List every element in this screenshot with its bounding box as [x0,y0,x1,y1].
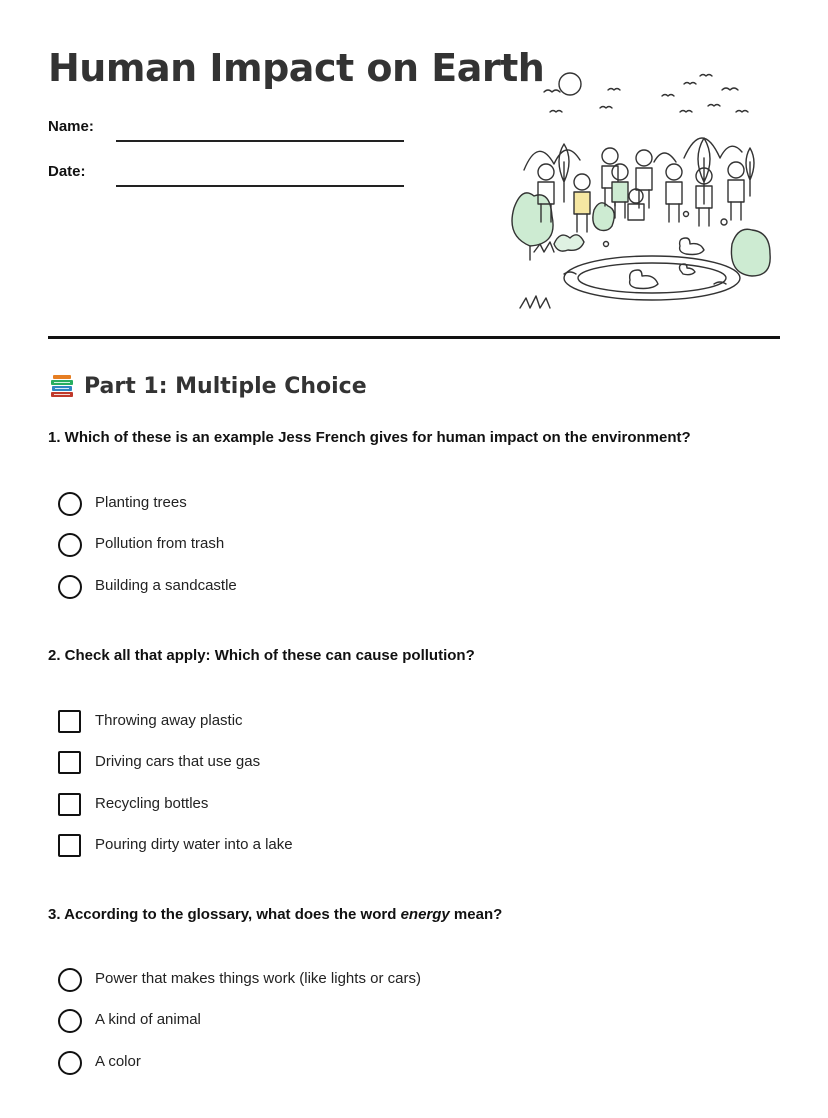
question-2: 2. Check all that apply: Which of these can cause pollution? [48,647,475,664]
question-3-text-after: mean? [449,906,503,923]
option-label: Driving cars that use gas [95,753,261,770]
date-label: Date: [48,163,86,180]
radio-button[interactable] [58,968,82,992]
header-divider [48,336,780,339]
question-3-emphasis: energy [400,906,450,923]
radio-button[interactable] [58,1051,82,1075]
part1-header [48,372,367,406]
option-label: Planting trees [95,494,187,511]
name-field-row [48,118,408,142]
checkbox[interactable] [58,834,81,857]
books-icon [48,372,76,400]
option-label: A color [95,1053,141,1070]
option-label: Pollution from trash [95,535,225,552]
option-label: Recycling bottles [95,795,209,812]
option-label: Building a sandcastle [95,577,237,594]
question-1: 1. Which of these is an example Jess French gives for human impact on the environment? [48,429,691,446]
page-title: Human Impact on Earth [48,46,545,90]
part1-title: Part 1: Multiple Choice [84,373,367,399]
date-line[interactable] [116,185,404,187]
children-by-pond-illustration [504,62,780,320]
question-3-text-before: 3. According to the glossary, what does the word [48,906,401,923]
question-3 [48,906,502,923]
radio-button[interactable] [58,533,82,557]
checkbox[interactable] [58,710,81,733]
checkbox[interactable] [58,793,81,816]
option-label: Power that makes things work (like lights or cars) [95,970,421,987]
option-label: A kind of animal [95,1011,201,1028]
name-line[interactable] [116,140,404,142]
checkbox[interactable] [58,751,81,774]
option-label: Pouring dirty water into a lake [95,836,293,853]
option-label: Throwing away plastic [95,712,243,729]
name-label: Name: [48,118,94,135]
radio-button[interactable] [58,492,82,516]
radio-button[interactable] [58,575,82,599]
date-field-row [48,163,408,187]
radio-button[interactable] [58,1009,82,1033]
